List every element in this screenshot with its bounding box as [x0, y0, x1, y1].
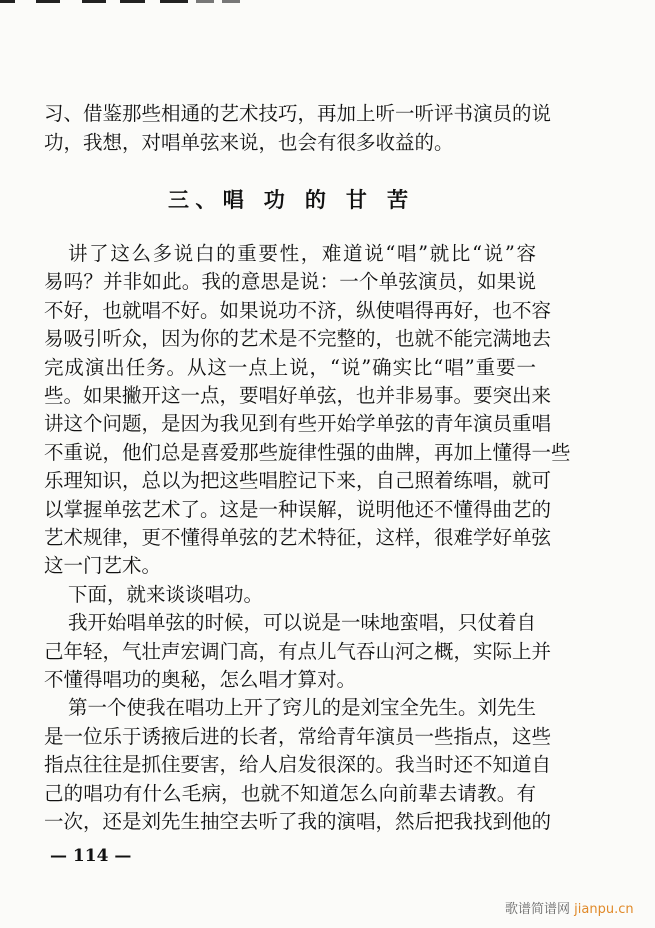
text-line: 完成演出任务。从这一点上说，“说”确实比“唱”重要一 — [44, 355, 536, 379]
text-line: 易吸引听众，因为你的艺术是不完整的，也就不能完满地去 — [44, 327, 552, 351]
text-line: 艺术规律，更不懂得单弦的艺术特征，这样，很难学好单弦 — [44, 526, 552, 549]
edge-mark — [222, 0, 240, 3]
text-line: 讲了这么多说白的重要性，难道说“唱”就比“说”容 — [68, 242, 536, 265]
edge-mark — [36, 0, 60, 3]
edge-mark — [196, 0, 214, 3]
watermark-text: 歌谱简谱网 — [505, 902, 571, 917]
text-line: 以掌握单弦艺术了。这是一种误解，说明他还不懂得曲艺的 — [44, 497, 552, 521]
edge-mark — [160, 0, 188, 3]
text-line: 些。如果撇开这一点，要唱好单弦，也并非易事。要突出来 — [44, 384, 552, 407]
page-number: — 114 — — [50, 846, 132, 866]
text-line: 这一门艺术。 — [44, 554, 162, 578]
watermark-site: jianpu.cn — [574, 902, 634, 917]
text-line: 习、借鉴那些相通的艺术技巧，再加上听一听评书演员的说 — [44, 102, 552, 125]
text-line: 我开始唱单弦的时候，可以说是一味地蛮唱，只仗着自 — [68, 611, 537, 635]
text-line: 功，我想，对唱单弦来说，也会有很多收益的。 — [44, 131, 454, 154]
text-line: 指点往往是抓住要害，给人启发很深的。我当时还不知道自 — [44, 753, 552, 777]
text-line: 第一个使我在唱功上开了窍儿的是刘宝全先生。刘先生 — [68, 696, 537, 720]
edge-mark — [82, 0, 106, 3]
text-line: 易吗？并非如此。我的意思是说：一个单弦演员，如果说 — [44, 270, 536, 294]
text-line: 一次，还是刘先生抽空去听了我的演唱，然后把我找到他的 — [44, 810, 552, 833]
text-line: 己年轻，气壮声宏调门高，有点儿气吞山河之概，实际上并 — [44, 639, 552, 663]
text-line: 讲这个问题，是因为我见到有些开始学单弦的青年演员重唱 — [44, 412, 552, 436]
edge-mark — [0, 0, 15, 3]
watermark — [505, 898, 634, 917]
text-line: 不好，也就唱不好。如果说功不济，纵使唱得再好，也不容 — [44, 298, 552, 322]
text-line: 己的唱功有什么毛病，也就不知道怎么向前辈去请教。有 — [44, 781, 536, 805]
text-line: 是一位乐于诱掖后进的长者，常给青年演员一些指点，这些 — [44, 724, 552, 748]
text-line: 乐理知识，总以为把这些唱腔记下来，自己照着练唱，就可 — [44, 469, 552, 493]
text-line: 不重说，他们总是喜爱那些旋律性强的曲牌，再加上懂得一些 — [44, 440, 571, 464]
text-line: 不懂得唱功的奥秘，怎么唱才算对。 — [44, 668, 357, 691]
text-line: 下面，就来谈谈唱功。 — [68, 582, 264, 606]
edge-mark — [120, 0, 145, 3]
section-heading: 三、唱 功 的 甘 苦 — [168, 187, 408, 212]
